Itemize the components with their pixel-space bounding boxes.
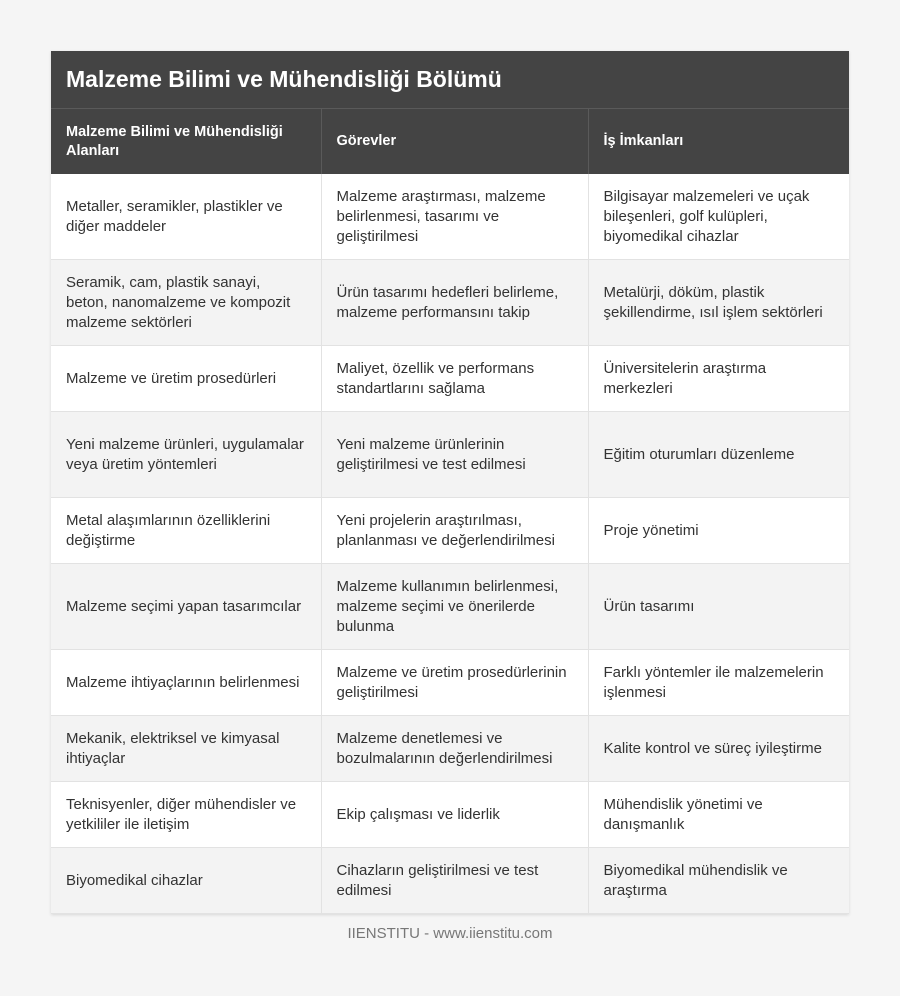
table-row bbox=[51, 782, 849, 848]
table-cell: Biyomedikal cihazlar bbox=[51, 848, 321, 914]
table-row bbox=[51, 346, 849, 412]
table-cell: Cihazların geliştirilmesi ve test edilmesi bbox=[321, 848, 588, 914]
data-table bbox=[51, 109, 849, 914]
table-row bbox=[51, 564, 849, 650]
table-cell: Malzeme ve üretim prosedürlerinin geliştirilmesi bbox=[321, 650, 588, 716]
footer-credit: IIENSTITU - www.iienstitu.com bbox=[347, 925, 553, 942]
page-title: Malzeme Bilimi ve Mühendisliği Bölümü bbox=[66, 66, 502, 92]
table-cell: Yeni malzeme ürünleri, uygulamalar veya üretim yöntemleri bbox=[51, 412, 321, 498]
column-header-duties: Görevler bbox=[321, 109, 588, 174]
table-cell: Biyomedikal mühendislik ve araştırma bbox=[588, 848, 849, 914]
table-cell: Yeni malzeme ürünlerinin geliştirilmesi ve test edilmesi bbox=[321, 412, 588, 498]
table-row bbox=[51, 174, 849, 260]
table-row bbox=[51, 260, 849, 346]
table-row bbox=[51, 716, 849, 782]
table-cell: Mühendislik yönetimi ve danışmanlık bbox=[588, 782, 849, 848]
column-header-fields: Malzeme Bilimi ve Mühendisliği Alanları bbox=[51, 109, 321, 174]
table-cell: Kalite kontrol ve süreç iyileştirme bbox=[588, 716, 849, 782]
table-row bbox=[51, 650, 849, 716]
table-cell: Bilgisayar malzemeleri ve uçak bileşenleri, golf kulüpleri, biyomedikal cihazlar bbox=[588, 174, 849, 260]
table-row bbox=[51, 412, 849, 498]
table-cell: Eğitim oturumları düzenleme bbox=[588, 412, 849, 498]
table-cell: Üniversitelerin araştırma merkezleri bbox=[588, 346, 849, 412]
table-row bbox=[51, 848, 849, 914]
table-cell: Ürün tasarımı hedefleri belirleme, malzeme performansını takip bbox=[321, 260, 588, 346]
table-cell: Malzeme denetlemesi ve bozulmalarının değerlendirilmesi bbox=[321, 716, 588, 782]
title-bar bbox=[51, 51, 849, 109]
table-card bbox=[51, 51, 849, 914]
table-cell: Metaller, seramikler, plastikler ve diğer maddeler bbox=[51, 174, 321, 260]
table-cell: Malzeme ihtiyaçlarının belirlenmesi bbox=[51, 650, 321, 716]
table-cell: Proje yönetimi bbox=[588, 498, 849, 564]
table-cell: Malzeme ve üretim prosedürleri bbox=[51, 346, 321, 412]
table-cell: Ürün tasarımı bbox=[588, 564, 849, 650]
table-cell: Malzeme araştırması, malzeme belirlenmesi, tasarımı ve geliştirilmesi bbox=[321, 174, 588, 260]
table-row bbox=[51, 498, 849, 564]
table-cell: Metalürji, döküm, plastik şekillendirme, ısıl işlem sektörleri bbox=[588, 260, 849, 346]
table-cell: Teknisyenler, diğer mühendisler ve yetkililer ile iletişim bbox=[51, 782, 321, 848]
table-cell: Malzeme kullanımın belirlenmesi, malzeme seçimi ve önerilerde bulunma bbox=[321, 564, 588, 650]
table-cell: Mekanik, elektriksel ve kimyasal ihtiyaçlar bbox=[51, 716, 321, 782]
table-cell: Yeni projelerin araştırılması, planlanması ve değerlendirilmesi bbox=[321, 498, 588, 564]
table-cell: Seramik, cam, plastik sanayi, beton, nanomalzeme ve kompozit malzeme sektörleri bbox=[51, 260, 321, 346]
table-cell: Malzeme seçimi yapan tasarımcılar bbox=[51, 564, 321, 650]
column-header-jobs: İş İmkanları bbox=[588, 109, 849, 174]
header-row bbox=[51, 109, 849, 174]
table-cell: Farklı yöntemler ile malzemelerin işlenmesi bbox=[588, 650, 849, 716]
table-cell: Maliyet, özellik ve performans standartlarını sağlama bbox=[321, 346, 588, 412]
table-cell: Ekip çalışması ve liderlik bbox=[321, 782, 588, 848]
table-cell: Metal alaşımlarının özelliklerini değiştirme bbox=[51, 498, 321, 564]
